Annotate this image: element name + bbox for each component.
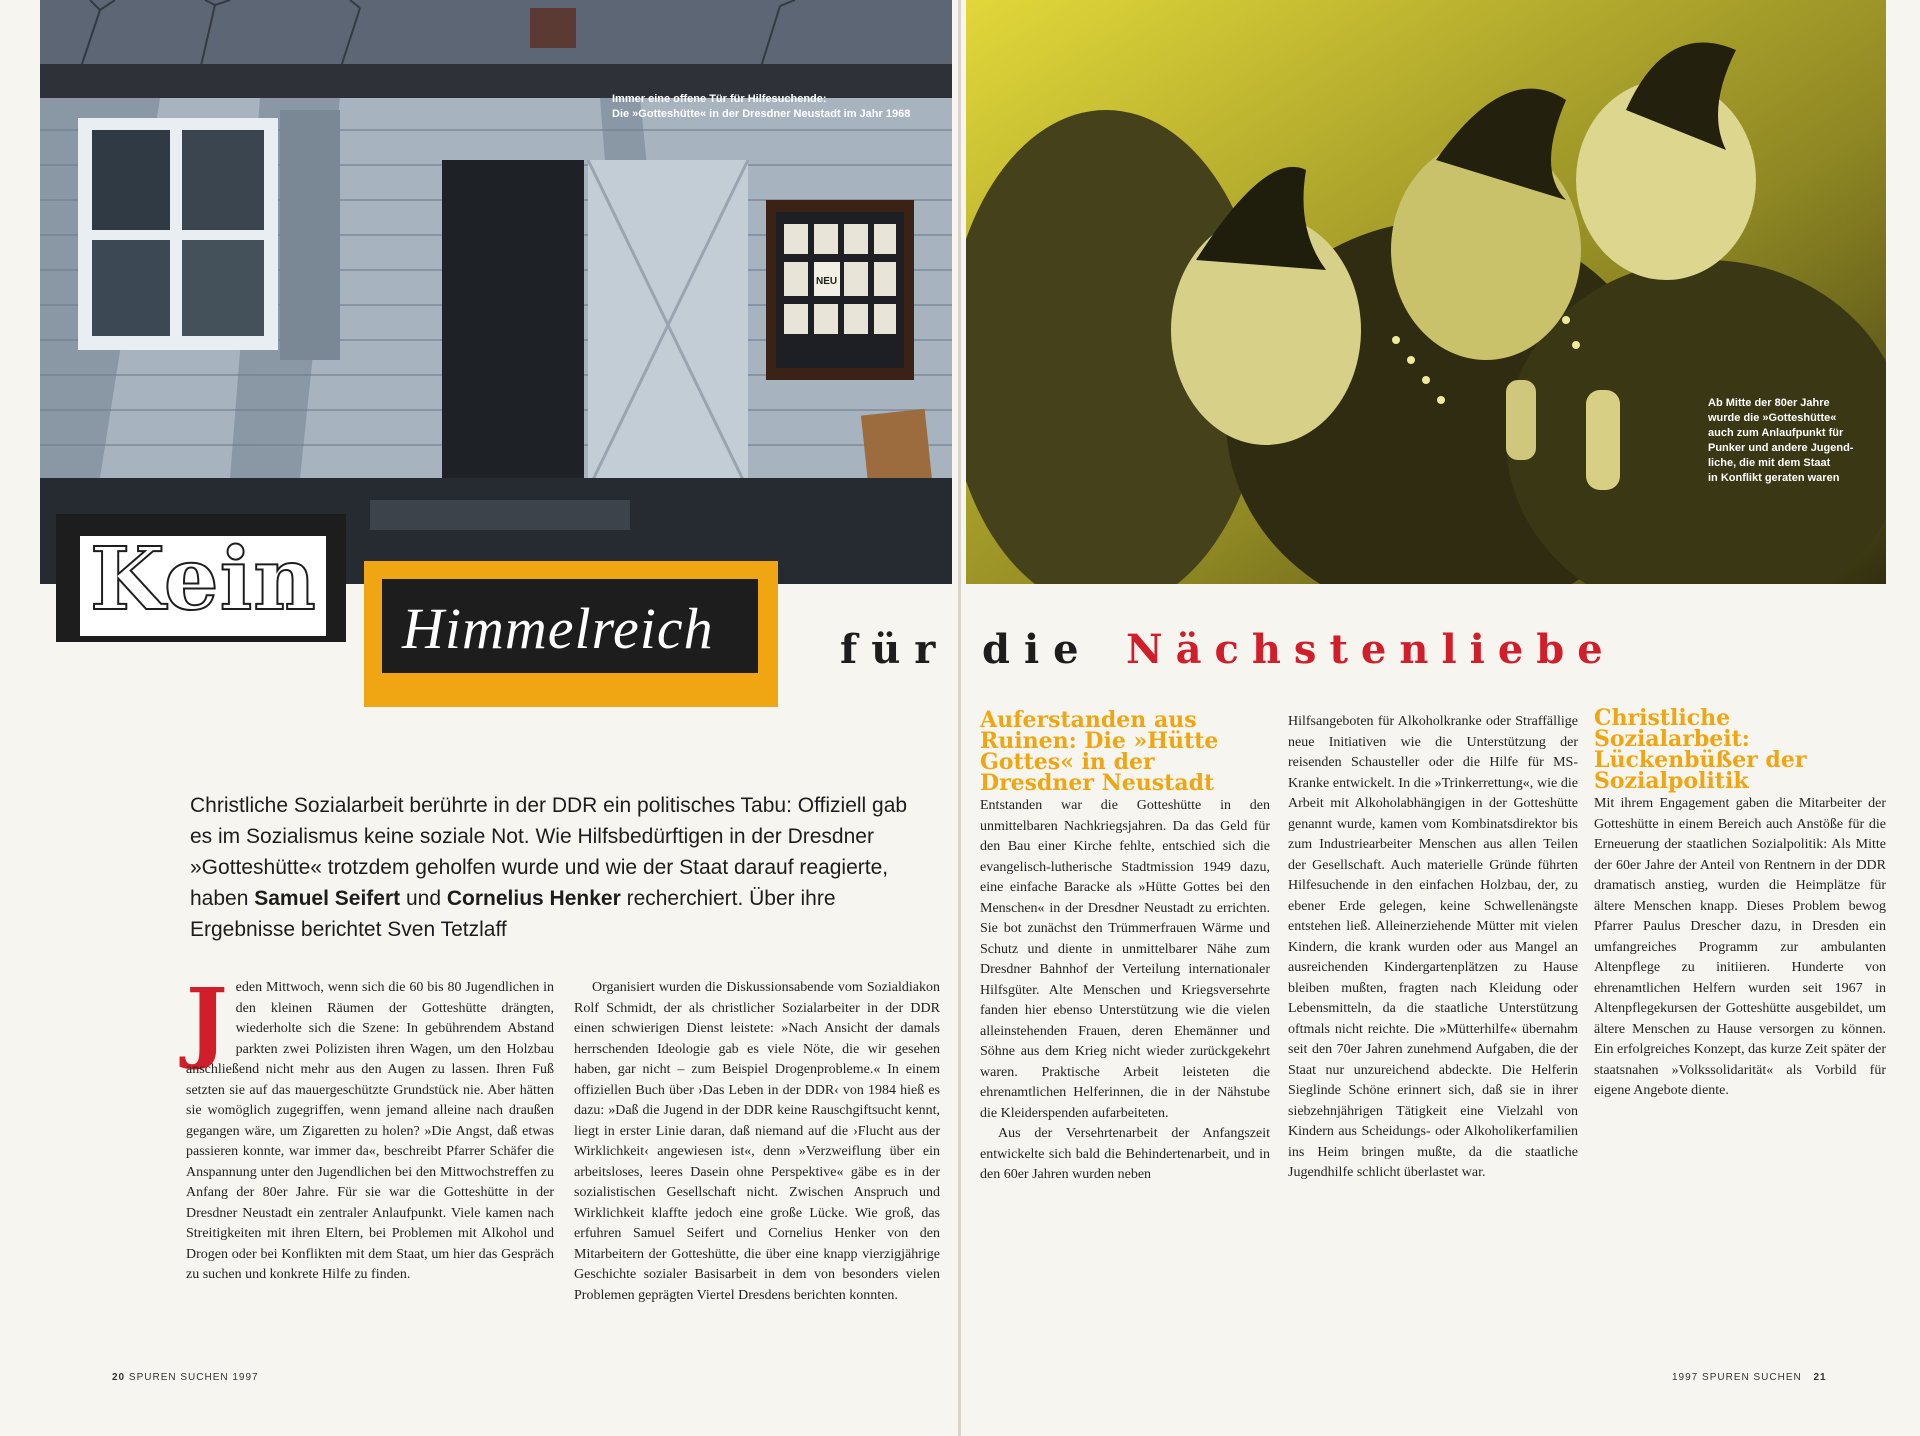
col1-text: eden Mittwoch, wenn sich die 60 bis 80 Jugendlichen in den kleinen Räumen der Gotteshütte drängten, wiederholte sich die Szene: In gebührendem Abstand parkten zwei Polizisten ihren Wagen, um den Holzbau anschließend nicht mehr aus den Augen zu lassen. Ihren Fuß setzten sie auf das mauergeschützte Grundstück nie. Aber hätten sie womöglich zugegriffen, wenn jemand alleine nach draußen gegangen wäre, um Zigaretten zu holen? »Die Angst, daß etwas passieren konnte, war immer da«, beschreibt Pfarrer Schäfer die Anspannung unter den Jugendlichen bei den Mittwochstreffen zu Anfang der 80er Jahre. Für sie war die Gotteshütte in der Dresdner Neustadt ein zentraler Anlaufpunkt. Viele kamen nach Streitigkeiten mit ihren Eltern, bei Problemen mit Alkohol und Drogen oder bei Konflikten mit dem Staat, um hier das Gespräch zu suchen und konkrete Hilfe zu finden. (186, 980, 554, 1282)
title-himmelreich-panel (382, 579, 758, 673)
col3-text-2: Aus der Versehrtenarbeit der Anfangszeit entwickelte sich bald die Behindertenarbeit, und in den 60er Jahren wurden neben (980, 1126, 1270, 1182)
title-word-fuer: für (840, 626, 950, 673)
lead-author-2: Cornelius Henker (446, 887, 621, 910)
photo-left-caption: Immer eine offene Tür für Hilfesuchende: Die »Gotteshütte« in der Dresdner Neustadt im Jahr 1968 (612, 93, 911, 120)
col3-heading: Auferstanden aus Ruinen: Die »Hütte Gottes« in der Dresdner Neustadt (980, 707, 1219, 796)
lead-author-1: Samuel Seifert (254, 887, 401, 910)
folio-right-year: 1997 (1672, 1372, 1699, 1383)
col2-text: Organisiert wurden die Diskussionsabende vom Sozialdiakon Rolf Schmidt, der als christlicher Sozialarbeiter in der DDR einen schwierigen Dienst leistete: »Nach Ansicht der damals herrschenden Ideologie gab es viele Nöte, die wir gesehen haben, gar nicht – zum Beispiel Drogenprobleme.« In einem offiziellen Buch über ›Das Leben in der DDR‹ von 1984 hieß es dazu: »Daß die Jugend in der DDR keine Rauschgiftsucht kennt, liegt in erster Linie daran, daß niemand auf die ›Flucht aus der Wirklichkeit‹ angewiesen ist«, denn »Verzweiflung über ein arbeitsloses, leeres Dasein ohne Perspektive« gäbe es in der sozialistischen Gesellschaft nicht. Zwischen Anspruch und Wirklichkeit klaffte jedoch eine große Lücke. Wie groß, das erfuhren Samuel Seifert und Cornelius Henker von den Mitarbeitern der Gotteshütte, die über eine knapp vierzigjährige Geschichte sozialer Basisarbeit in dem von besonders vielen Problemen geprägten Viertel Dresdens berichten konnten. (574, 980, 940, 1303)
notice-sign-text: NEU (816, 276, 838, 287)
lead-paragraph (190, 790, 930, 945)
title-kein-box (56, 514, 346, 642)
col4-text: Hilfsangeboten für Alkoholkranke oder Straffällige neue Initiativen wie die Unterstützung der reisenden Schausteller oder die Hilfe für MS-Kranke entwickelt. In die »Trinkerrettung«, wie die Arbeit mit Alkoholabhängigen in der Gotteshütte genannt wurde, kamen vom Kombinatsdirektor bis zum Industriearbeiter Menschen aus allen Teilen der Gesellschaft. Auch materielle Gründe führten Hilfesuchende in den einfachen Holzbau, der, zu ebener Erde gelegen, keine Schwellenängste entstehen ließ. Alleinerziehende Mütter mit vielen Kindern, die krank wurden oder aus Mangel an ausreichenden Kindergartenplätzen zu Hause bleiben mußten, fragten nach Kleidung oder Lebensmitteln, da die staatliche Unterstützung oftmals nicht reichte. Die »Mütterhilfe« übernahm seit den 70er Jahren zunehmend Aufgaben, die der Staat nur unzureichend abdeckte. Die Helferin Sieglinde Schöne erinnert sich, daß sie in ihrer siebzehnjährigen Tätigkeit eine Vielzahl von Kindern aus Scheidungs- oder Alkoholikerfamilien ins Heim bringen mußte, da die staatliche Jugendhilfe schlicht überlastet war. (1288, 714, 1578, 1180)
photo-gotteshuette-1968 (40, 0, 952, 584)
col5-text: Mit ihrem Engagement gaben die Mitarbeiter der Gotteshütte in einem Bereich auch Anstöße für die Erneuerung der staatlichen Sozialpolitik: Als Mitte der 60er Jahre der Anteil von Rentnern in der DDR dramatisch anstieg, wurden die Heimplätze für ältere Menschen knapp. Dieses Problem bewog Pfarrer Paulus Drescher dazu, in Dresden ein umfangreiches Programm zur ambulanten Altenpflege zu initiieren. Hunderte von ehrenamtlichen Helfern wurden seit 1967 in Altenpflegekursen der Gotteshütte ausgebildet, um ältere Menschen zu Hause versorgen zu können. Ein erfolgreiches Konzept, das kurze Zeit später der staatsnahen »Volkssolidarität« als Vorbild für eigene Angebote diente. (1594, 796, 1886, 1098)
title-word-himmelreich: Himmelreich (402, 596, 714, 661)
folio-right-magazine: SPUREN SUCHEN (1702, 1372, 1802, 1383)
folio-left (112, 1372, 259, 1383)
photo-punks-drawing (966, 0, 1886, 584)
title-word-naechstenliebe: Nächstenliebe (1126, 626, 1616, 673)
folio-left-page-number: 20 (112, 1372, 126, 1383)
body-column-2 (574, 978, 940, 1306)
lead-text-2: recherchiert. Über ihre Ergebnisse berichtet Sven Tetzlaff (190, 887, 836, 941)
photo-gotteshuette-drawing (40, 0, 952, 584)
col5-heading: Christliche Sozialarbeit: Lückenbüßer der Sozialpolitik (1594, 705, 1807, 794)
title-word-kein: Kein (90, 529, 317, 630)
folio-right-page-number: 21 (1813, 1372, 1827, 1383)
folio-left-year: 1997 (232, 1372, 259, 1383)
photo-punks-gotteshuette (966, 0, 1886, 584)
dropcap-j: J (186, 968, 228, 1072)
col3-text-1: Entstanden war die Gotteshütte in den unmittelbaren Nachkriegsjahren. Da das Geld für den Bau einer Kirche fehlte, entschied sich die evangelisch-lutherische Stadtmission 1949 dazu, eine einfache Baracke als »Hütte Gottes bei den Menschen« in der Dresdner Neustadt zu errichten. Sie bot zunächst den Trümmerfrauen Wärme und Schutz und diente in unmittelbarer Nähe zum Dresdner Bahnhof der Verteilung internationaler Hilfsgüter. Alte Menschen und Kriegsversehrte fanden hier ebenso Unterstützung wie die vielen alleinstehenden Frauen, deren Ehemänner und Söhne aus dem Krieg nicht wieder zurückgekehrt waren. Praktische Arbeit leisteten die ehrenamtlichen Helferinnen, die in der Nähstube die Kleiderspenden aufarbeiteten. (980, 798, 1270, 1121)
body-column-5 (1594, 705, 1886, 1102)
folio-right (1672, 1372, 1827, 1383)
title-kein-panel (80, 529, 326, 636)
photo-right-caption: Ab Mitte der 80er Jahre wurde die »Gotteshütte« auch zum Anlaufpunkt für Punker und andere Jugend- liche, die mit dem Staat in Konflikt geraten waren (1708, 397, 1854, 484)
lead-text-1: Christliche Sozialarbeit berührte in der DDR ein politisches Tabu: Offiziell gab es im Sozialismus keine soziale Not. Wie Hilfsbedürftigen in der Dresdner »Gotteshütte« trotzdem geholfen wurde und wie der Staat darauf reagierte, haben (190, 794, 908, 910)
body-column-1 (186, 968, 554, 1286)
lead-and: und (400, 887, 447, 910)
title-himmelreich-box (364, 561, 778, 707)
body-column-3 (980, 707, 1270, 1186)
folio-left-magazine: SPUREN SUCHEN (128, 1372, 229, 1383)
body-column-4 (1288, 712, 1578, 1184)
title-word-die: die (982, 626, 1093, 673)
spread-fold (958, 0, 961, 1436)
